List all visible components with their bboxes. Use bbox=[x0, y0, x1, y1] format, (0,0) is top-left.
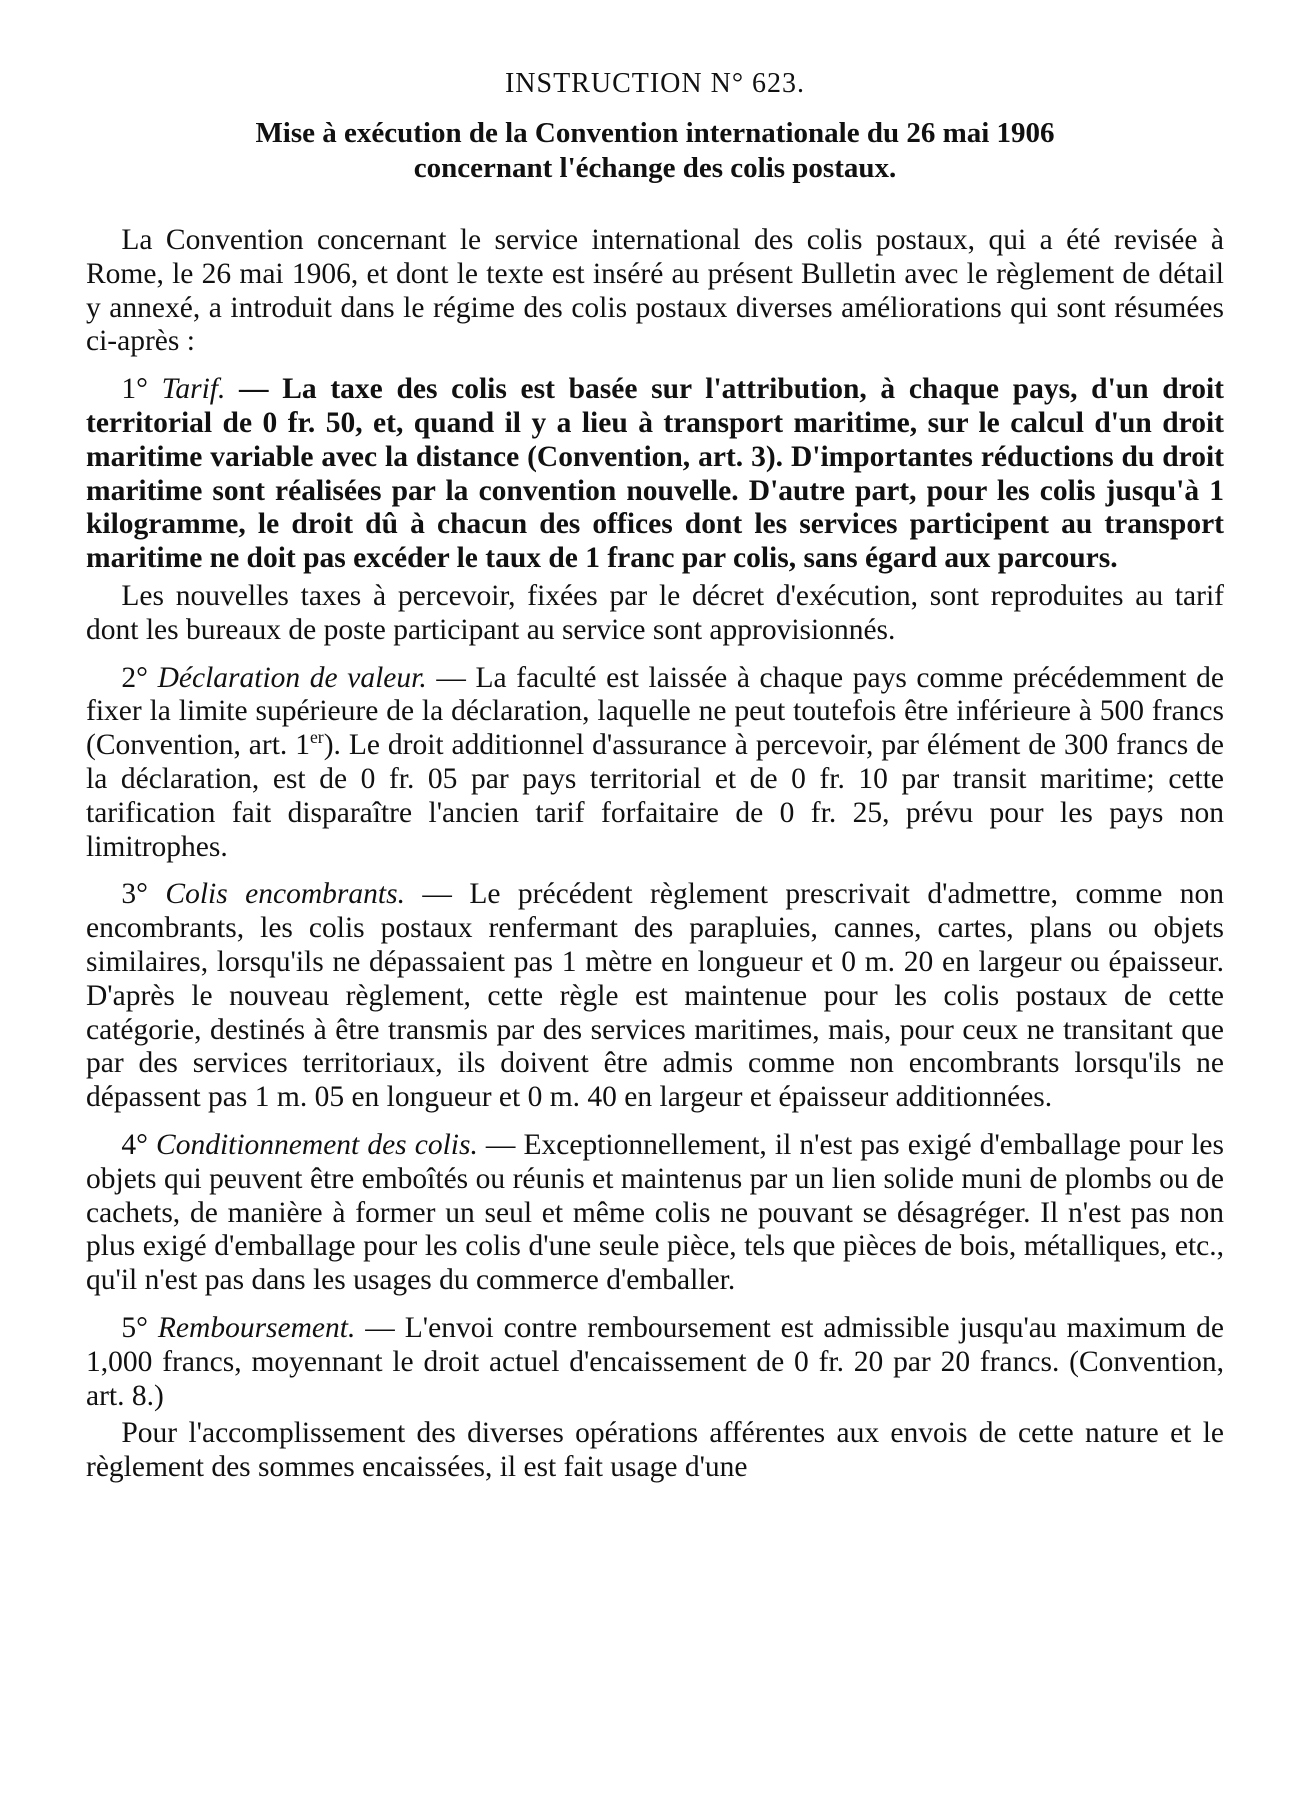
section-5-heading: Remboursement. bbox=[157, 1311, 356, 1344]
section-1-paragraph bbox=[86, 373, 1224, 576]
section-3-heading: Colis encombrants. bbox=[165, 878, 405, 911]
section-4-paragraph bbox=[86, 1129, 1224, 1298]
section-4-number: 4° bbox=[121, 1128, 148, 1161]
title-line-2: concernant l'échange des colis postaux. bbox=[413, 152, 897, 184]
section-5-number: 5° bbox=[121, 1311, 148, 1344]
section-2-paragraph bbox=[86, 662, 1224, 865]
section-1-text: — La taxe des colis est basée sur l'attribution, à chaque pays, d'un droit territorial de 0 fr. 50, et, quand il y a lieu à transport maritime, sur le calcul d'un droit maritime variable avec la distance (Convention, art. 3). D'importantes réductions du droit maritime sont réalisées par la convention nouvelle. D'autre part, pour les colis jusqu'à 1 kilogramme, le droit dû à chacun des offices dont les services participent au transport maritime ne doit pas excéder le taux de 1 franc par colis, sans égard aux parcours. bbox=[86, 373, 1225, 575]
section-2-superscript: er bbox=[309, 727, 324, 748]
section-2-heading: Déclaration de valeur. bbox=[157, 661, 427, 694]
section-4-heading: Conditionnement des colis. bbox=[156, 1128, 478, 1161]
section-4-text: — Exceptionnellement, il n'est pas exigé d'emballage pour les objets qui peuvent être emboîtés ou réunis et maintenus par un lien solide muni de plombs ou de cachets, de manière à former un seul et même colis ne pouvant se désagréger. Il n'est pas non plus exigé d'emballage pour les colis d'une seule pièce, tels que pièces de bois, métalliques, etc., qu'il n'est pas dans les usages du commerce d'emballer. bbox=[86, 1128, 1224, 1297]
section-3-paragraph bbox=[86, 878, 1224, 1115]
section-3-text: — Le précédent règlement prescrivait d'admettre, comme non encombrants, les colis postaux renfermant des parapluies, cannes, cartes, plans ou objets similaires, lorsqu'ils ne dépassaient pas 1 mètre en longueur et 0 m. 20 en largeur ou épaisseur. D'après le nouveau règlement, cette règle est maintenue pour les colis postaux de cette catégorie, destinés à être transmis par des services maritimes, mais, pour ceux ne transitant que par des services territoriaux, ils doivent être admis comme non encombrants lorsqu'ils ne dépassent pas 1 m. 05 en longueur et 0 m. 40 en largeur et épaisseur additionnées. bbox=[86, 878, 1224, 1114]
section-1-number: 1° bbox=[121, 373, 148, 406]
intro-paragraph: La Convention concernant le service international des colis postaux, qui a été revisée à Rome, le 26 mai 1906, et dont le texte est inséré au présent Bulletin avec le règlement de détail y annexé, a introduit dans le régime des colis postaux diverses améliorations qui sont résumées ci-après : bbox=[86, 224, 1224, 358]
section-2-text-b: ). Le droit additionnel d'assurance à percevoir, par élément de 300 francs de la déclaration, est de 0 fr. 05 par pays territorial et de 0 fr. 10 par transit maritime; cette tarification fait disparaître l'ancien tarif forfaitaire de 0 fr. 25, prévu pour les pays non limitrophes. bbox=[86, 729, 1224, 863]
title-line-1: Mise à exécution de la Convention internationale du 26 mai 1906 bbox=[255, 117, 1055, 149]
section-1-continuation: Les nouvelles taxes à percevoir, fixées par le décret d'exécution, sont reproduites au tarif dont les bureaux de poste participant au service sont approvisionnés. bbox=[86, 579, 1224, 646]
section-2-text-a: — La faculté est laissée à chaque pays comme précédemment de fixer la limite supérieure de la déclaration, laquelle ne peut toutefois être inférieure à 500 francs (Convention, art. 1 bbox=[86, 661, 1225, 762]
section-1-heading: Tarif. bbox=[161, 373, 226, 406]
section-2-number: 2° bbox=[121, 661, 148, 694]
section-3-number: 3° bbox=[121, 878, 148, 911]
document-body bbox=[86, 224, 1224, 1485]
section-5-paragraph bbox=[86, 1312, 1224, 1413]
section-5-continuation: Pour l'accomplissement des diverses opérations afférentes aux envois de cette nature et le règlement des sommes encaissées, il est fait usage d'une bbox=[86, 1417, 1224, 1484]
instruction-number: INSTRUCTION N° 623. bbox=[504, 68, 806, 99]
section-5-text: — L'envoi contre remboursement est admissible jusqu'au maximum de 1,000 francs, moyennant le droit actuel d'encaissement de 0 fr. 20 par 20 francs. (Convention, art. 8.) bbox=[86, 1311, 1224, 1412]
document-title bbox=[86, 116, 1224, 186]
